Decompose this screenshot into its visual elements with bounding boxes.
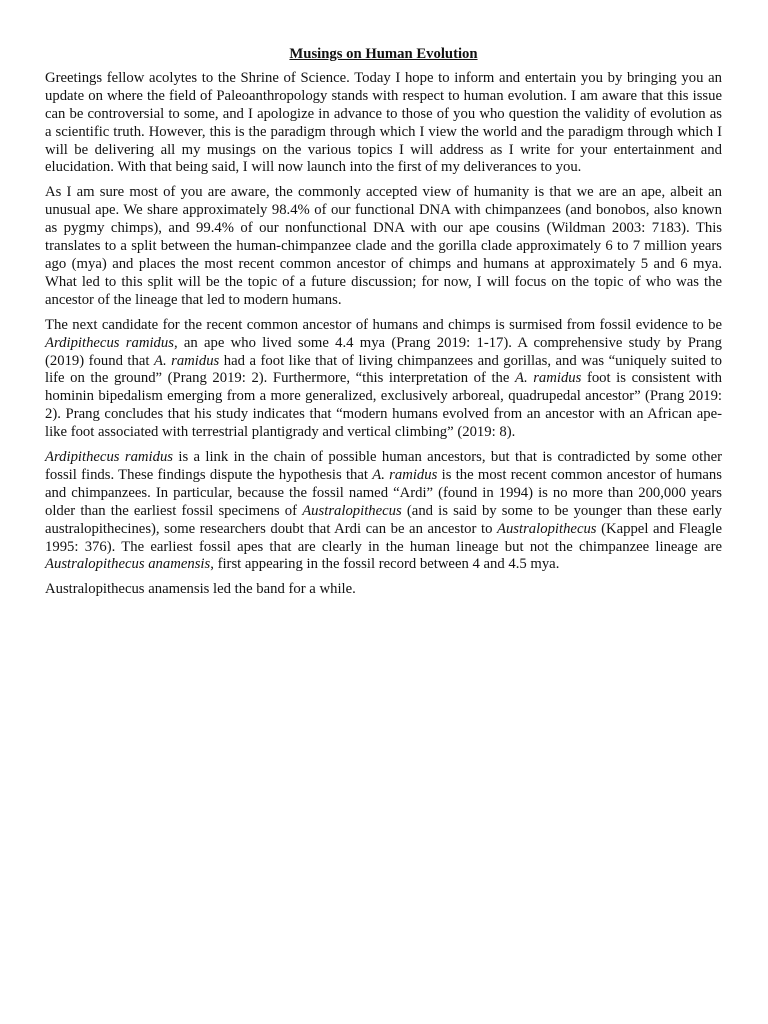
italic-term: A. ramidus	[153, 352, 220, 369]
text-run: The next candidate for the recent common ancestor of humans and chimps is surmised from fossil evidence to be	[45, 316, 722, 333]
text-run: Greetings fellow acolytes to the Shrine of Science. Today I hope to inform and entertain you by bringing you an update on where the field of Paleoanthropology stands with respect to human evolution. I am aware that this issue can be controversial to some, and I apologize in advance to those of you who question the validity of evolution as a scientific truth. However, this is the paradigm through which I view the world and the paradigm through which I will be delivering all my musings on the various topics I will address as I write for your entertainment and elucidation. With that being said, I will now launch into the first of my deliverances to you.	[45, 69, 722, 176]
paragraph	[45, 70, 722, 177]
text-run: (and is said by some to be younger than these early australopithecines), some researchers doubt that Ardi can be an ancestor to	[45, 502, 723, 537]
text-run: Australopithecus anamensis led the band for a while.	[45, 581, 356, 598]
text-run: is a link in the chain of possible human ancestors, but that is contradicted by some other fossil finds. These findings dispute the hypothesis that	[45, 449, 722, 483]
text-run: (Kappel and Fleagle 1995: 376). The earliest fossil apes that are clearly in the human lineage but not the chimpanzee lineage are	[45, 520, 722, 555]
paragraph	[45, 184, 722, 309]
text-run: , an ape who lived some 4.4 mya (Prang 2019: 1-17). A comprehensive study by Prang (2019) found that	[45, 334, 722, 369]
paragraph	[45, 581, 722, 599]
document-body	[45, 70, 722, 599]
italic-term: Ardipithecus ramidus	[45, 449, 174, 466]
text-run: , first appearing in the fossil record between 4 and 4.5 mya.	[210, 556, 560, 573]
italic-term: A. ramidus	[372, 466, 438, 483]
paragraph	[45, 449, 722, 574]
italic-term: Australopithecus anamensis	[45, 556, 211, 573]
italic-term: Australopithecus	[496, 520, 597, 537]
document-page	[45, 46, 722, 606]
text-run: is the most recent common ancestor of humans and chimpanzees. In particular, because the fossil named “Ardi” (found in 1994) is no more than 200,000 years older than the earliest fossil specimens of	[45, 466, 722, 519]
paragraph	[45, 317, 722, 442]
text-run: had a foot like that of living chimpanzees and gorillas, and was “uniquely suited to life on the ground” (Prang 2019: 2). Furthermore, “this interpretation of the	[45, 352, 722, 387]
italic-term: A. ramidus	[514, 370, 582, 387]
document-title: Musings on Human Evolution	[289, 46, 478, 62]
italic-term: Ardipithecus ramidus	[45, 334, 174, 351]
text-run: foot is consistent with hominin bipedalism emerging from a more generalized, exclusively arboreal, quadrupedal ancestor” (Prang 2019: 2). Prang concludes that his study indicates that “modern humans evolved from an ancestor with an African ape-like foot associated with terrestrial plantigrady and vertical climbing” (2019: 8).	[45, 370, 723, 441]
italic-term: Australopithecus	[302, 502, 402, 519]
text-run: As I am sure most of you are aware, the commonly accepted view of humanity is that we are an ape, albeit an unusual ape. We share approximately 98.4% of our functional DNA with chimpanzees (and bonobos, also known as pygmy chimps), and 99.4% of our nonfunctional DNA with our ape cousins (Wildman 2003: 7183). This translates to a split between the human-chimpanzee clade and the gorilla clade approximately 6 to 7 million years ago (mya) and places the most recent common ancestor of chimps and humans at approximately 5 and 6 mya. What led to this split will be the topic of a future discussion; for now, I will focus on the topic of who was the ancestor of the lineage that led to modern humans.	[45, 184, 722, 308]
